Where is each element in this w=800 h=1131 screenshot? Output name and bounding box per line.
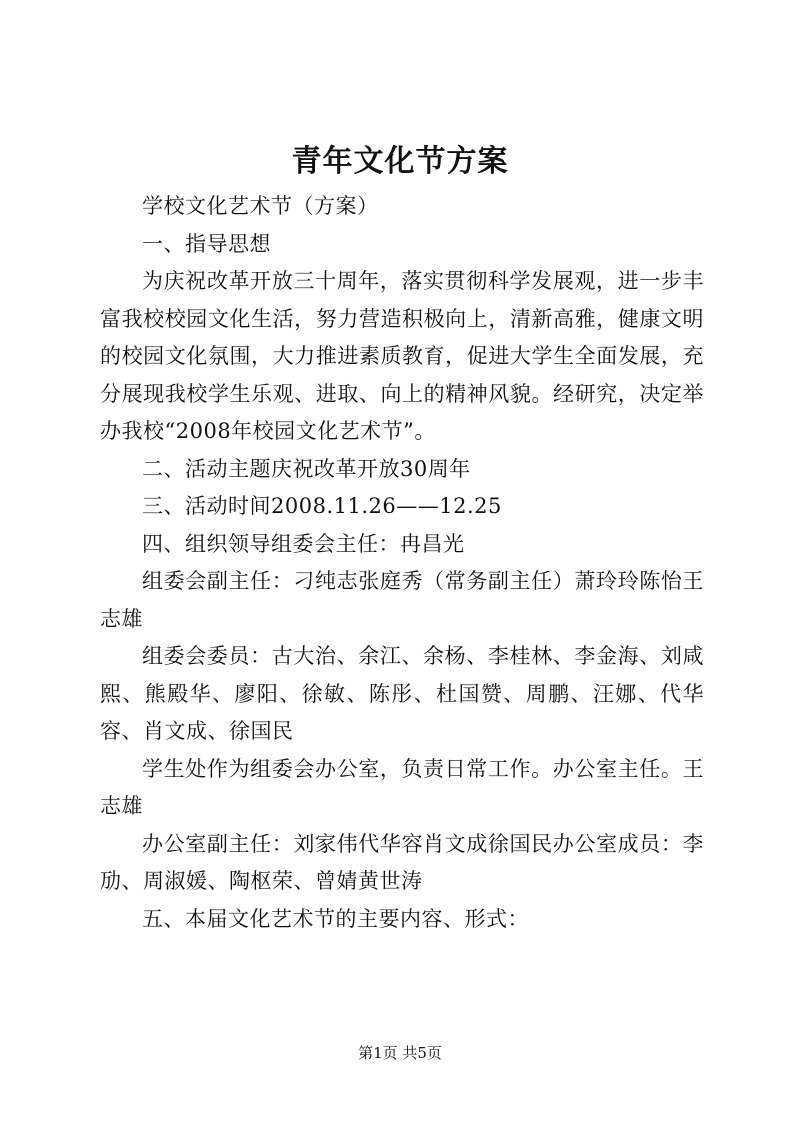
paragraph-section-5-heading: 五、本届文化艺术节的主要内容、形式：	[142, 906, 529, 931]
paragraph-vice-directors: 组委会副主任：刁纯志张庭秀（常务副主任）萧玲玲陈怡王志雄	[100, 569, 704, 631]
page-footer: 第1页 共5页	[358, 1044, 442, 1062]
paragraph-activity-time: 三、活动时间2008.11.26——12.25	[142, 494, 502, 518]
paragraph-section-1-heading: 一、指导思想	[142, 231, 271, 256]
paragraph-organization-leader: 四、组织领导组委会主任：冉昌光	[142, 531, 465, 556]
paragraph-office-director: 学生处作为组委会办公室，负责日常工作。办公室主任。王志雄	[100, 756, 704, 818]
document-body	[100, 188, 704, 938]
paragraph-guiding-ideology: 为庆祝改革开放三十周年，落实贯彻科学发展观，进一步丰富我校校园文化生活，努力营造积极向上，清新高雅，健康文明的校园文化氛围，大力推进素质教育，促进大学生全面发展，充分展现我校学生乐观、进取、向上的精神风貌。经研究，决定举办我校“2008年校园文化艺术节”。	[100, 269, 704, 443]
document-title: 青年文化节方案	[291, 144, 509, 179]
paragraph-subtitle: 学校文化艺术节（方案）	[142, 194, 379, 218]
paragraph-office-members: 办公室副主任：刘家伟代华容肖文成徐国民办公室成员：李劢、周淑媛、陶枢荣、曾婧黄世涛	[100, 831, 704, 893]
paragraph-committee-members: 组委会委员：古大治、余江、余杨、李桂林、李金海、刘咸熙、熊殿华、廖阳、徐敏、陈彤、杜国赞、周鹏、汪娜、代华容、肖文成、徐国民	[100, 644, 704, 743]
paragraph-activity-theme: 二、活动主题庆祝改革开放30周年	[142, 456, 471, 481]
